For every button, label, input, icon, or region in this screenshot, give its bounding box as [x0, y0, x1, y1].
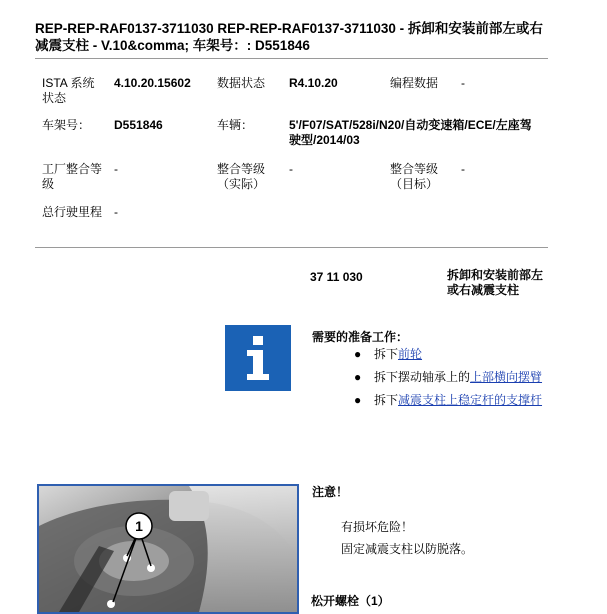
list-item	[350, 370, 550, 385]
ista-label: ISTA 系统状态	[42, 76, 95, 105]
data-status-value: R4.10.20	[289, 76, 338, 90]
mileage-label: 总行驶里程	[42, 205, 103, 219]
vehicle-value: 5'/F07/SAT/528i/N20/自动变速箱/ECE/左座驾驶型/2014/03	[289, 118, 532, 147]
data-status-label: 数据状态	[217, 76, 266, 90]
procedure-code: 37 11 030	[310, 270, 363, 284]
integration-actual-label: 整合等级（实际）	[217, 162, 266, 191]
item-text: 拆下摆动轴承上的	[374, 370, 471, 384]
document-title: REP-REP-RAF0137-3711030 REP-REP-RAF0137-3711030 - 拆卸和安装前部左或右减震支柱 - V.10&comma; 车架号：: D551846	[35, 21, 543, 53]
item-text: 拆下	[374, 393, 399, 407]
link-upper-wishbone[interactable]: 上部横向摆臂	[470, 370, 543, 384]
procedure-description: 拆卸和安装前部左或右减震支柱	[447, 268, 544, 297]
preparation-title: 需要的准备工作：	[312, 330, 409, 344]
preparation-list	[350, 347, 550, 416]
notice-danger: 有损坏危险！	[341, 520, 414, 534]
vin-value: D551846	[114, 118, 163, 132]
integration-target-value: -	[461, 162, 465, 176]
vehicle-label: 车辆：	[217, 118, 254, 132]
mileage-value: -	[114, 205, 118, 219]
notice-instruction: 固定减震支柱以防脱落。	[341, 542, 474, 556]
integration-target-label: 整合等级（目标）	[390, 162, 439, 191]
link-front-wheel[interactable]: 前轮	[398, 347, 423, 361]
item-text: 拆下	[374, 347, 399, 361]
vin-label: 车架号：	[42, 118, 91, 132]
link-stabilizer-link[interactable]: 减震支柱上稳定杆的支撑杆	[398, 393, 543, 407]
programming-label: 编程数据	[390, 76, 439, 90]
bullet-icon: ●	[354, 347, 362, 361]
title-divider	[35, 58, 548, 59]
step-text: 松开螺栓（1）	[311, 594, 390, 608]
bullet-icon: ●	[354, 393, 362, 407]
bullet-icon: ●	[354, 370, 362, 384]
callout-1: 1	[135, 518, 143, 534]
factory-label: 工厂整合等级	[42, 162, 103, 191]
info-icon	[225, 325, 291, 391]
ista-value: 4.10.20.15602	[114, 76, 191, 90]
integration-actual-value: -	[289, 162, 293, 176]
programming-value: -	[461, 76, 465, 90]
strut-photo	[37, 484, 299, 614]
table-divider	[35, 247, 548, 248]
factory-value: -	[114, 162, 118, 176]
list-item	[350, 393, 550, 408]
list-item	[350, 347, 550, 362]
notice-title: 注意！	[312, 485, 349, 499]
